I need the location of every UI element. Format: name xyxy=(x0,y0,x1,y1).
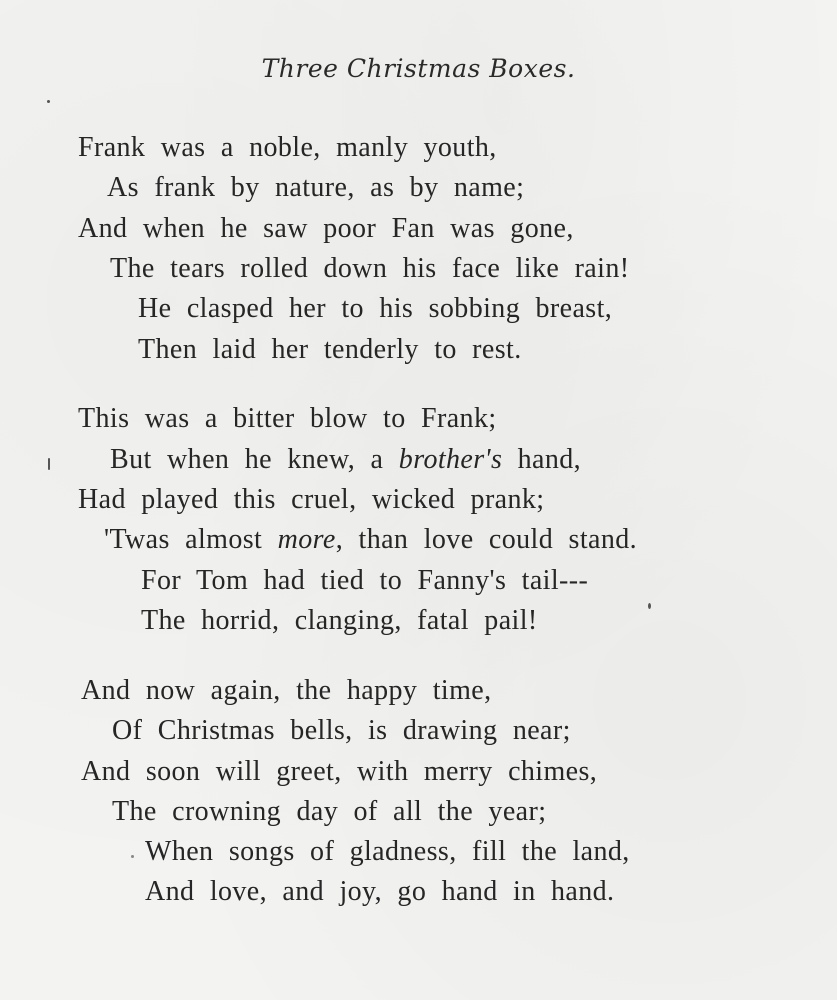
poem-line: As frank by nature, as by name; xyxy=(107,172,525,203)
poem-line: Of Christmas bells, is drawing near; xyxy=(112,715,571,746)
line-text: But when he knew, a xyxy=(110,444,399,475)
poem-line: For Tom had tied to Fanny's tail--- xyxy=(141,565,589,596)
poem-line: When songs of gladness, fill the land, xyxy=(145,836,630,867)
poem-line: The crowning day of all the year; xyxy=(112,796,547,827)
poem-line: Frank was a noble, manly youth, xyxy=(78,132,497,163)
paper-speck xyxy=(648,603,651,609)
poem-line xyxy=(104,520,637,560)
poem-line: Then laid her tenderly to rest. xyxy=(138,334,522,365)
poem-line: This was a bitter blow to Frank; xyxy=(78,403,497,434)
poem-line: The horrid, clanging, fatal pail! xyxy=(141,605,538,636)
poem-title: Three Christmas Boxes. xyxy=(261,54,576,83)
paper-speck xyxy=(131,855,134,858)
poem-line: He clasped her to his sobbing breast, xyxy=(138,293,613,324)
line-text: hand, xyxy=(502,444,582,475)
poem-line: And soon will greet, with merry chimes, xyxy=(81,756,598,787)
line-text: , than love could stand. xyxy=(335,524,638,555)
poem-line xyxy=(110,440,581,480)
emphasized-word: more xyxy=(277,524,336,555)
poem-line: The tears rolled down his face like rain! xyxy=(110,253,630,284)
line-text: 'Twas almost xyxy=(104,524,278,555)
emphasized-word: brother's xyxy=(398,444,503,475)
poem-line: And love, and joy, go hand in hand. xyxy=(145,876,615,907)
poem-line: And when he saw poor Fan was gone, xyxy=(78,213,574,244)
paper-speck xyxy=(48,458,50,470)
poem-line: Had played this cruel, wicked prank; xyxy=(78,484,545,515)
paper-speck xyxy=(47,100,50,103)
poem-line: And now again, the happy time, xyxy=(81,675,492,706)
